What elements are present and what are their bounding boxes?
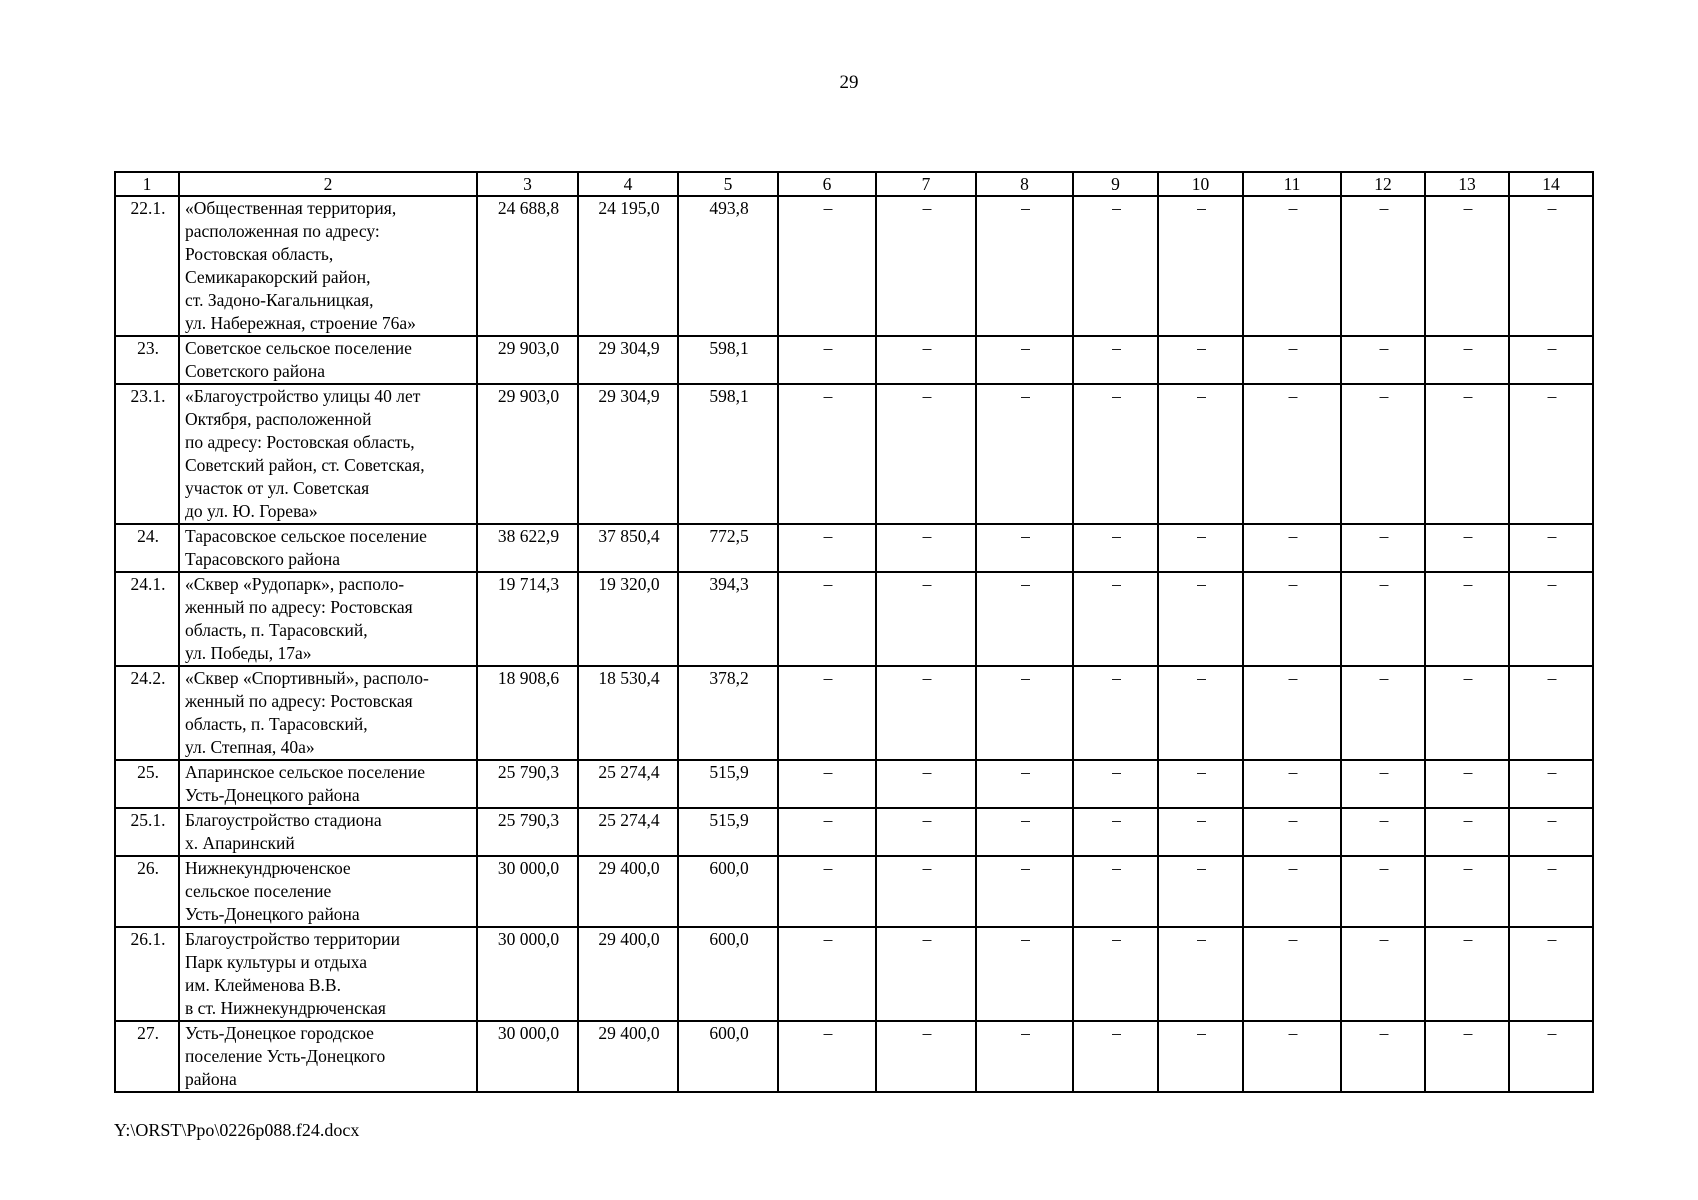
table-header	[115, 172, 1593, 196]
row-number-cell: 24.1.	[115, 572, 179, 666]
empty-value-cell: –	[1425, 336, 1509, 384]
empty-value-cell: –	[976, 524, 1073, 572]
empty-value-cell: –	[1509, 524, 1593, 572]
empty-value-cell: –	[1073, 927, 1158, 1021]
empty-value-cell: –	[976, 927, 1073, 1021]
empty-value-cell: –	[876, 524, 976, 572]
local-amount-cell: 598,1	[678, 384, 778, 524]
empty-value-cell: –	[1425, 524, 1509, 572]
column-header: 12	[1341, 172, 1425, 196]
local-amount-cell: 600,0	[678, 927, 778, 1021]
empty-value-cell: –	[1073, 196, 1158, 336]
row-number-cell: 25.1.	[115, 808, 179, 856]
column-header: 3	[477, 172, 578, 196]
empty-value-cell: –	[1158, 760, 1243, 808]
empty-value-cell: –	[1243, 1021, 1341, 1092]
empty-value-cell: –	[1243, 572, 1341, 666]
empty-value-cell: –	[1425, 1021, 1509, 1092]
empty-value-cell: –	[778, 524, 876, 572]
empty-value-cell: –	[778, 196, 876, 336]
empty-value-cell: –	[778, 760, 876, 808]
empty-value-cell: –	[1509, 196, 1593, 336]
local-amount-cell: 600,0	[678, 1021, 778, 1092]
empty-value-cell: –	[778, 808, 876, 856]
regional-amount-cell: 18 530,4	[578, 666, 678, 760]
empty-value-cell: –	[778, 1021, 876, 1092]
empty-value-cell: –	[1243, 760, 1341, 808]
empty-value-cell: –	[1243, 808, 1341, 856]
empty-value-cell: –	[1158, 927, 1243, 1021]
total-amount-cell: 30 000,0	[477, 927, 578, 1021]
empty-value-cell: –	[1243, 196, 1341, 336]
table-row	[115, 760, 1593, 808]
empty-value-cell: –	[976, 384, 1073, 524]
empty-value-cell: –	[1341, 572, 1425, 666]
empty-value-cell: –	[1425, 666, 1509, 760]
regional-amount-cell: 37 850,4	[578, 524, 678, 572]
page-number: 29	[839, 72, 859, 93]
table-row	[115, 336, 1593, 384]
empty-value-cell: –	[1158, 572, 1243, 666]
empty-value-cell: –	[1073, 666, 1158, 760]
empty-value-cell: –	[1158, 1021, 1243, 1092]
row-number-cell: 23.1.	[115, 384, 179, 524]
empty-value-cell: –	[1509, 927, 1593, 1021]
total-amount-cell: 25 790,3	[477, 808, 578, 856]
table-row	[115, 1021, 1593, 1092]
local-amount-cell: 378,2	[678, 666, 778, 760]
empty-value-cell: –	[1243, 927, 1341, 1021]
footer-file-path: Y:\ORST\Ppo\0226p088.f24.docx	[114, 1120, 360, 1140]
empty-value-cell: –	[1158, 666, 1243, 760]
empty-value-cell: –	[976, 196, 1073, 336]
row-name-cell: Нижнекундрюченское сельское поселение Усть-Донецкого района	[179, 856, 477, 927]
row-name-cell: «Сквер «Рудопарк», располо- женный по адресу: Ростовская область, п. Тарасовский, ул. Победы, 17а»	[179, 572, 477, 666]
table-row	[115, 384, 1593, 524]
table-row	[115, 808, 1593, 856]
row-number-cell: 26.	[115, 856, 179, 927]
total-amount-cell: 24 688,8	[477, 196, 578, 336]
total-amount-cell: 29 903,0	[477, 336, 578, 384]
column-header: 1	[115, 172, 179, 196]
column-header: 11	[1243, 172, 1341, 196]
empty-value-cell: –	[1158, 196, 1243, 336]
total-amount-cell: 18 908,6	[477, 666, 578, 760]
empty-value-cell: –	[1158, 856, 1243, 927]
column-header: 2	[179, 172, 477, 196]
row-name-cell: Тарасовское сельское поселение Тарасовского района	[179, 524, 477, 572]
empty-value-cell: –	[876, 808, 976, 856]
empty-value-cell: –	[1073, 524, 1158, 572]
empty-value-cell: –	[778, 856, 876, 927]
empty-value-cell: –	[1509, 572, 1593, 666]
empty-value-cell: –	[1073, 856, 1158, 927]
empty-value-cell: –	[1073, 384, 1158, 524]
row-name-cell: Благоустройство стадиона х. Апаринский	[179, 808, 477, 856]
local-amount-cell: 772,5	[678, 524, 778, 572]
total-amount-cell: 30 000,0	[477, 1021, 578, 1092]
empty-value-cell: –	[1509, 336, 1593, 384]
column-header: 14	[1509, 172, 1593, 196]
empty-value-cell: –	[976, 760, 1073, 808]
empty-value-cell: –	[1509, 1021, 1593, 1092]
row-number-cell: 23.	[115, 336, 179, 384]
local-amount-cell: 515,9	[678, 760, 778, 808]
regional-amount-cell: 19 320,0	[578, 572, 678, 666]
empty-value-cell: –	[1158, 808, 1243, 856]
empty-value-cell: –	[1073, 336, 1158, 384]
empty-value-cell: –	[1073, 760, 1158, 808]
row-name-cell: «Сквер «Спортивный», располо- женный по адресу: Ростовская область, п. Тарасовский, ул. Степная, 40а»	[179, 666, 477, 760]
regional-amount-cell: 29 304,9	[578, 384, 678, 524]
empty-value-cell: –	[876, 336, 976, 384]
table-row	[115, 524, 1593, 572]
empty-value-cell: –	[876, 927, 976, 1021]
empty-value-cell: –	[876, 760, 976, 808]
row-number-cell: 24.	[115, 524, 179, 572]
column-header: 10	[1158, 172, 1243, 196]
empty-value-cell: –	[876, 856, 976, 927]
regional-amount-cell: 29 304,9	[578, 336, 678, 384]
empty-value-cell: –	[1341, 1021, 1425, 1092]
empty-value-cell: –	[1243, 336, 1341, 384]
empty-value-cell: –	[976, 572, 1073, 666]
empty-value-cell: –	[1341, 927, 1425, 1021]
empty-value-cell: –	[1425, 384, 1509, 524]
empty-value-cell: –	[1158, 384, 1243, 524]
empty-value-cell: –	[1341, 196, 1425, 336]
row-number-cell: 24.2.	[115, 666, 179, 760]
total-amount-cell: 19 714,3	[477, 572, 578, 666]
empty-value-cell: –	[1425, 572, 1509, 666]
empty-value-cell: –	[1243, 856, 1341, 927]
row-name-cell: Усть-Донецкое городское поселение Усть-Донецкого района	[179, 1021, 477, 1092]
empty-value-cell: –	[1073, 808, 1158, 856]
regional-amount-cell: 29 400,0	[578, 1021, 678, 1092]
row-number-cell: 22.1.	[115, 196, 179, 336]
empty-value-cell: –	[1073, 572, 1158, 666]
empty-value-cell: –	[876, 666, 976, 760]
empty-value-cell: –	[1425, 808, 1509, 856]
column-header: 8	[976, 172, 1073, 196]
local-amount-cell: 394,3	[678, 572, 778, 666]
row-name-cell: Апаринское сельское поселение Усть-Донецкого района	[179, 760, 477, 808]
regional-amount-cell: 24 195,0	[578, 196, 678, 336]
empty-value-cell: –	[1341, 524, 1425, 572]
header-row	[115, 172, 1593, 196]
total-amount-cell: 30 000,0	[477, 856, 578, 927]
empty-value-cell: –	[976, 856, 1073, 927]
row-number-cell: 26.1.	[115, 927, 179, 1021]
column-header: 6	[778, 172, 876, 196]
row-name-cell: «Общественная территория, расположенная по адресу: Ростовская область, Семикаракорский район, ст. Задоно-Кагальницкая, ул. Набережная, строение 76а»	[179, 196, 477, 336]
empty-value-cell: –	[876, 1021, 976, 1092]
total-amount-cell: 38 622,9	[477, 524, 578, 572]
empty-value-cell: –	[1425, 196, 1509, 336]
column-header: 4	[578, 172, 678, 196]
empty-value-cell: –	[1509, 856, 1593, 927]
empty-value-cell: –	[1425, 927, 1509, 1021]
row-name-cell: «Благоустройство улицы 40 лет Октября, расположенной по адресу: Ростовская область, Советский район, ст. Советская, участок от ул. Советская до ул. Ю. Горева»	[179, 384, 477, 524]
empty-value-cell: –	[976, 808, 1073, 856]
empty-value-cell: –	[778, 927, 876, 1021]
regional-amount-cell: 29 400,0	[578, 927, 678, 1021]
empty-value-cell: –	[1509, 384, 1593, 524]
column-header: 5	[678, 172, 778, 196]
column-header: 13	[1425, 172, 1509, 196]
empty-value-cell: –	[1341, 336, 1425, 384]
empty-value-cell: –	[1509, 808, 1593, 856]
empty-value-cell: –	[1509, 760, 1593, 808]
empty-value-cell: –	[1341, 760, 1425, 808]
empty-value-cell: –	[1243, 666, 1341, 760]
column-header: 7	[876, 172, 976, 196]
empty-value-cell: –	[778, 384, 876, 524]
empty-value-cell: –	[1243, 524, 1341, 572]
local-amount-cell: 493,8	[678, 196, 778, 336]
empty-value-cell: –	[976, 1021, 1073, 1092]
regional-amount-cell: 25 274,4	[578, 808, 678, 856]
total-amount-cell: 25 790,3	[477, 760, 578, 808]
empty-value-cell: –	[876, 572, 976, 666]
row-number-cell: 25.	[115, 760, 179, 808]
budget-table	[114, 171, 1594, 1093]
table-row	[115, 196, 1593, 336]
empty-value-cell: –	[1509, 666, 1593, 760]
empty-value-cell: –	[876, 196, 976, 336]
column-header: 9	[1073, 172, 1158, 196]
table-row	[115, 572, 1593, 666]
local-amount-cell: 515,9	[678, 808, 778, 856]
empty-value-cell: –	[1425, 856, 1509, 927]
empty-value-cell: –	[1158, 336, 1243, 384]
local-amount-cell: 598,1	[678, 336, 778, 384]
regional-amount-cell: 25 274,4	[578, 760, 678, 808]
table-row	[115, 927, 1593, 1021]
empty-value-cell: –	[1243, 384, 1341, 524]
row-number-cell: 27.	[115, 1021, 179, 1092]
empty-value-cell: –	[1341, 384, 1425, 524]
empty-value-cell: –	[876, 384, 976, 524]
local-amount-cell: 600,0	[678, 856, 778, 927]
table-row	[115, 856, 1593, 927]
empty-value-cell: –	[778, 336, 876, 384]
empty-value-cell: –	[1425, 760, 1509, 808]
row-name-cell: Советское сельское поселение Советского района	[179, 336, 477, 384]
table-row	[115, 666, 1593, 760]
empty-value-cell: –	[976, 336, 1073, 384]
regional-amount-cell: 29 400,0	[578, 856, 678, 927]
empty-value-cell: –	[1341, 808, 1425, 856]
empty-value-cell: –	[976, 666, 1073, 760]
empty-value-cell: –	[778, 666, 876, 760]
table-body	[115, 196, 1593, 1092]
total-amount-cell: 29 903,0	[477, 384, 578, 524]
empty-value-cell: –	[1158, 524, 1243, 572]
empty-value-cell: –	[778, 572, 876, 666]
row-name-cell: Благоустройство территории Парк культуры и отдыха им. Клейменова В.В. в ст. Нижнекундрюченская	[179, 927, 477, 1021]
empty-value-cell: –	[1073, 1021, 1158, 1092]
empty-value-cell: –	[1341, 856, 1425, 927]
empty-value-cell: –	[1341, 666, 1425, 760]
